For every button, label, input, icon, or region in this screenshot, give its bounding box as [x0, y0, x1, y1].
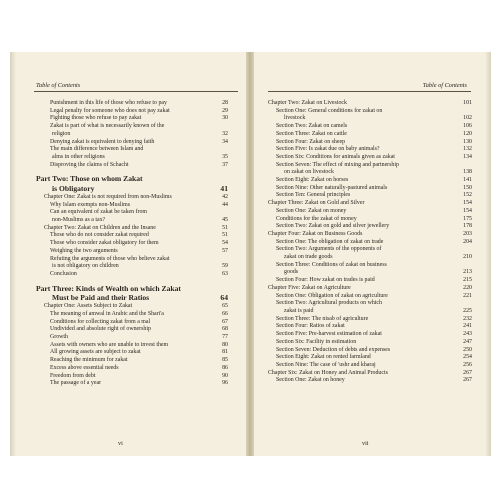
toc-entry	[268, 154, 472, 162]
toc-entry	[36, 380, 228, 388]
toc-entry	[268, 185, 472, 193]
toc-entry-title: Growth	[50, 334, 68, 341]
toc-entry-page: 225	[463, 307, 472, 314]
toc-entry-title: Section Four: Ratios of zakat	[276, 323, 345, 330]
toc-entry-page: 65	[222, 303, 228, 310]
page-edge-shadow	[10, 52, 16, 456]
toc-entry-title: Chapter Two: Zakat on Livestock	[268, 100, 347, 106]
toc-entry	[36, 162, 228, 170]
page-number: vii	[362, 440, 369, 447]
toc-entry-page: 254	[463, 354, 472, 361]
toc-entry	[36, 256, 228, 264]
toc-entry-page: 250	[463, 346, 472, 353]
toc-entry-title: Section Seven: Deduction of debts and expenses	[276, 346, 391, 353]
toc-entry-page: 85	[222, 357, 228, 364]
toc-entry	[268, 339, 472, 347]
running-head: Table of Contents	[36, 82, 81, 89]
toc-entry	[36, 115, 228, 123]
toc-entry-title: Chapter Three: Zakat on Gold and Silver	[268, 200, 365, 207]
toc-entry-title: is not obligatory on children	[52, 263, 119, 270]
toc-entry-title: Section Two: Arguments of the opponents of	[276, 246, 382, 253]
toc-entry-title: Section Two: Zakat on gold and silver jewellery	[276, 223, 390, 230]
toc-entry-title: Section Three: The nisab of agriculture	[276, 315, 369, 322]
toc-entry-page: 64	[220, 293, 228, 303]
toc-entry-page: 267	[463, 377, 472, 384]
toc-entry	[268, 100, 472, 108]
toc-entry-title: Section Six: Facility in estimation	[276, 338, 357, 345]
toc-entry-page: 120	[463, 130, 472, 137]
toc-entry-page: 28	[222, 100, 228, 106]
toc-entry	[36, 217, 228, 225]
toc-entry	[268, 177, 472, 185]
toc-entry	[36, 334, 228, 342]
toc-entry-title: Section One: The obligation of zakat on trade	[276, 238, 384, 245]
toc-entry	[36, 194, 228, 202]
toc-entry-page: 210	[463, 254, 472, 261]
toc-list	[36, 100, 228, 388]
toc-entry-page: 63	[222, 270, 228, 277]
toc-entry-page: 37	[222, 161, 228, 168]
toc-entry-title: Fighting those who refuse to pay zakat	[50, 115, 142, 122]
toc-entry-title: Those who do not consider zakat required	[50, 232, 149, 239]
toc-entry-title: zakat on trade goods	[284, 254, 333, 261]
toc-entry	[268, 370, 472, 378]
toc-entry	[36, 209, 228, 217]
toc-entry-title: goods	[284, 269, 299, 276]
toc-entry-page: 42	[222, 193, 228, 200]
toc-entry-title: Section Eight: Zakat on rented farmland	[276, 354, 371, 361]
toc-entry-page: 80	[222, 341, 228, 348]
toc-entry	[268, 146, 472, 154]
toc-entry	[36, 184, 228, 194]
book-spread	[10, 52, 491, 456]
toc-entry-page: 203	[463, 230, 472, 237]
toc-entry	[268, 223, 472, 231]
toc-entry-title: Conclusion	[50, 270, 77, 277]
toc-entry-title: Section Six: Conditions for animals given as zakat	[276, 153, 395, 160]
toc-entry	[268, 308, 472, 316]
toc-entry	[268, 323, 472, 331]
toc-entry-title: Section One: Obligation of zakat on agriculture	[276, 292, 388, 299]
toc-entry-page: 81	[222, 349, 228, 356]
toc-entry-page: 106	[463, 123, 472, 130]
toc-entry-title: Zakat is part of what is necessarily known of the	[50, 123, 165, 130]
toc-entry-title: alms in other religions	[52, 153, 105, 160]
toc-entry	[36, 174, 228, 184]
toc-entry-page: 132	[463, 146, 472, 153]
page-edge-shadow	[485, 52, 491, 456]
toc-entry	[36, 284, 228, 294]
toc-entry	[36, 311, 228, 319]
toc-list	[268, 100, 472, 385]
toc-entry-page: 44	[222, 201, 228, 208]
toc-entry-title: Section Seven: The effect of mixing and partnership	[276, 161, 399, 168]
toc-entry-page: 150	[463, 184, 472, 191]
toc-entry-title: Excess above essential needs	[50, 364, 119, 371]
toc-entry	[268, 246, 472, 254]
toc-entry-page: 247	[463, 338, 472, 345]
toc-entry	[36, 100, 228, 108]
toc-entry-title: Chapter Two: Zakat on Children and the Insane	[44, 224, 156, 231]
toc-entry-title: Must be Paid and their Ratios	[52, 293, 150, 303]
toc-entry-page: 29	[222, 107, 228, 114]
toc-entry-title: Section One: General conditions for zakat on	[276, 107, 383, 114]
toc-entry-title: Section One: Zakat on money	[276, 207, 347, 214]
toc-entry-page: 175	[463, 215, 472, 222]
toc-entry-page: 243	[463, 331, 472, 338]
toc-entry	[36, 131, 228, 139]
toc-entry-title: Section Two: Agricultural products on which	[276, 300, 382, 307]
toc-entry-page: 221	[463, 292, 472, 299]
toc-entry-page: 51	[222, 232, 228, 239]
toc-entry-title: Section Ten: General principles	[276, 192, 351, 199]
toc-entry-page: 86	[222, 364, 228, 371]
toc-entry-title: Chapter One: Zakat is not required from non-Muslims	[44, 193, 172, 200]
toc-entry-title: Can an equivalent of zakat be taken from	[50, 209, 147, 216]
toc-entry-title: The passage of a year	[50, 380, 102, 387]
toc-entry-title: Section One: Zakat on honey	[276, 377, 345, 384]
toc-entry-title: The main difference between Islam and	[50, 146, 144, 153]
toc-entry-page: 138	[463, 169, 472, 176]
toc-entry	[268, 300, 472, 308]
running-head: Table of Contents	[422, 82, 467, 89]
toc-entry	[268, 169, 472, 177]
toc-entry	[268, 108, 472, 116]
toc-entry-page: 41	[220, 184, 228, 194]
header-rule	[34, 91, 238, 92]
header-rule	[268, 91, 471, 92]
toc-entry-page: 68	[222, 326, 228, 333]
toc-entry-page: 130	[463, 138, 472, 145]
toc-entry-title: Section Three: Zakat on cattle	[276, 130, 347, 137]
toc-entry	[36, 342, 228, 350]
toc-entry-title: Section Five: Is zakat due on baby animals?	[276, 146, 380, 153]
toc-entry	[36, 365, 228, 373]
toc-entry-page: 59	[222, 263, 228, 270]
toc-entry-title: Section Two: Zakat on camels	[276, 123, 348, 130]
toc-entry-title: Freedom from debt	[50, 372, 96, 379]
toc-entry-page: 220	[463, 284, 472, 291]
toc-entry-title: Assets with owners who are unable to invest them	[50, 341, 169, 348]
book-gutter	[246, 52, 254, 456]
toc-entry-title: Conditions for collecting zakat from a mal	[50, 318, 151, 325]
toc-entry-title: Refuting the arguments of those who believe zakat	[50, 255, 170, 262]
toc-entry-title: Reaching the minimum for zakat	[50, 357, 128, 364]
toc-entry-page: 57	[222, 247, 228, 254]
toc-entry	[268, 262, 472, 270]
toc-entry	[36, 232, 228, 240]
toc-entry-title: Section Nine: Other naturally-pastured animals	[276, 184, 388, 191]
page-number: vi	[118, 440, 123, 447]
toc-entry	[268, 123, 472, 131]
toc-entry	[268, 131, 472, 139]
toc-entry-title: Those who consider zakat obligatory for them	[50, 240, 159, 247]
toc-entry-title: Undivided and absolute right of ownership	[50, 326, 151, 333]
toc-entry-title: Conditions for the zakat of money	[276, 215, 357, 222]
toc-entry	[268, 139, 472, 147]
toc-entry-page: 66	[222, 310, 228, 317]
toc-entry-page: 204	[463, 238, 472, 245]
toc-entry	[36, 146, 228, 154]
toc-entry-title: Chapter Five: Zakat on Agriculture	[268, 284, 351, 291]
toc-entry-title: Section Nine: The case of 'ushr and kharaj	[276, 361, 376, 368]
toc-entry-page: 241	[463, 323, 472, 330]
toc-entry-title: livestock	[284, 115, 306, 122]
toc-entry-title: Part Three: Kinds of Wealth on which Zakat	[36, 283, 181, 293]
toc-entry	[36, 271, 228, 279]
toc-entry-page: 96	[222, 380, 228, 387]
toc-entry-title: Section Four: Zakat on sheep	[276, 138, 346, 145]
toc-entry	[268, 254, 472, 262]
toc-entry-title: zakat is paid	[284, 307, 314, 314]
toc-entry-title: Legal penalty for someone who does not pay zakat	[50, 107, 170, 114]
toc-entry-page: 90	[222, 372, 228, 379]
toc-entry-title: Why Islam exempts non-Muslims	[50, 201, 131, 208]
toc-entry	[268, 231, 472, 239]
toc-entry-page: 154	[463, 200, 472, 207]
toc-entry-page: 215	[463, 277, 472, 284]
toc-entry-title: Denying zakat is equivalent to denying faith	[50, 138, 155, 145]
right-page	[254, 52, 491, 456]
toc-entry	[268, 115, 472, 123]
toc-entry	[268, 277, 472, 285]
toc-entry	[268, 331, 472, 339]
toc-entry-title: Section Five: Pre-harvest estimation of zakat	[276, 331, 382, 338]
toc-entry-title: is Obligatory	[52, 184, 95, 194]
toc-entry-title: The meaning of amwal in Arabic and the Shari'a	[50, 310, 164, 317]
toc-entry-page: 45	[222, 217, 228, 224]
toc-entry-page: 141	[463, 177, 472, 184]
toc-entry-page: 35	[222, 153, 228, 160]
toc-entry-page: 256	[463, 361, 472, 368]
toc-entry	[268, 200, 472, 208]
toc-entry	[268, 362, 472, 370]
toc-entry-title: non-Muslims as a tax?	[52, 217, 106, 224]
toc-entry-page: 54	[222, 240, 228, 247]
toc-entry	[36, 357, 228, 365]
toc-entry	[36, 248, 228, 256]
toc-entry-page: 67	[222, 318, 228, 325]
toc-entry-title: Section Three: Conditions of zakat on business	[276, 261, 387, 268]
toc-entry-page: 152	[463, 192, 472, 199]
toc-entry	[36, 123, 228, 131]
left-page	[10, 52, 246, 456]
toc-entry	[36, 154, 228, 162]
toc-entry-page: 267	[463, 369, 472, 376]
toc-entry	[268, 208, 472, 216]
toc-entry	[268, 354, 472, 362]
toc-entry-title: Punishment in this life of those who refuse to pay	[50, 100, 167, 106]
toc-entry-title: Section Eight: Zakat on horses	[276, 177, 349, 184]
toc-entry-title: Chapter One: Assets Subject to Zakat	[44, 303, 133, 310]
toc-entry-page: 51	[222, 224, 228, 231]
toc-entry	[268, 377, 472, 385]
toc-entry	[268, 269, 472, 277]
toc-entry-title: Section Four: How zakat on trades is paid	[276, 277, 375, 284]
toc-entry	[268, 162, 472, 170]
toc-entry-page: 101	[463, 100, 472, 106]
toc-entry	[36, 326, 228, 334]
toc-entry-page: 134	[463, 153, 472, 160]
toc-entry-page: 213	[463, 269, 472, 276]
toc-entry-title: Weighing the two arguments	[50, 247, 118, 254]
toc-entry-title: religion	[52, 130, 71, 137]
toc-entry-page: 77	[222, 334, 228, 341]
toc-entry	[36, 240, 228, 248]
toc-entry-page: 102	[463, 115, 472, 122]
toc-entry	[268, 293, 472, 301]
toc-entry	[268, 285, 472, 293]
toc-entry-page: 32	[222, 130, 228, 137]
toc-entry	[36, 263, 228, 271]
toc-entry	[36, 225, 228, 233]
toc-entry-title: Chapter Six: Zakat on Honey and Animal Products	[268, 369, 388, 376]
toc-entry-title: Chapter Four: Zakat on Business Goods	[268, 230, 363, 237]
toc-entry-page: 232	[463, 315, 472, 322]
toc-entry-title: on zakat on livestock	[284, 169, 334, 176]
toc-entry	[268, 192, 472, 200]
toc-entry-title: All growing assets are subject to zakat	[50, 349, 141, 356]
toc-entry-page: 154	[463, 207, 472, 214]
toc-entry	[268, 216, 472, 224]
toc-entry-page: 30	[222, 115, 228, 122]
toc-entry-title: Disproving the claims of Schacht	[50, 161, 129, 168]
toc-entry-page: 178	[463, 223, 472, 230]
toc-entry-page: 34	[222, 138, 228, 145]
toc-entry-title: Part Two: Those on whom Zakat	[36, 174, 143, 184]
toc-entry	[36, 303, 228, 311]
toc-entry	[36, 293, 228, 303]
